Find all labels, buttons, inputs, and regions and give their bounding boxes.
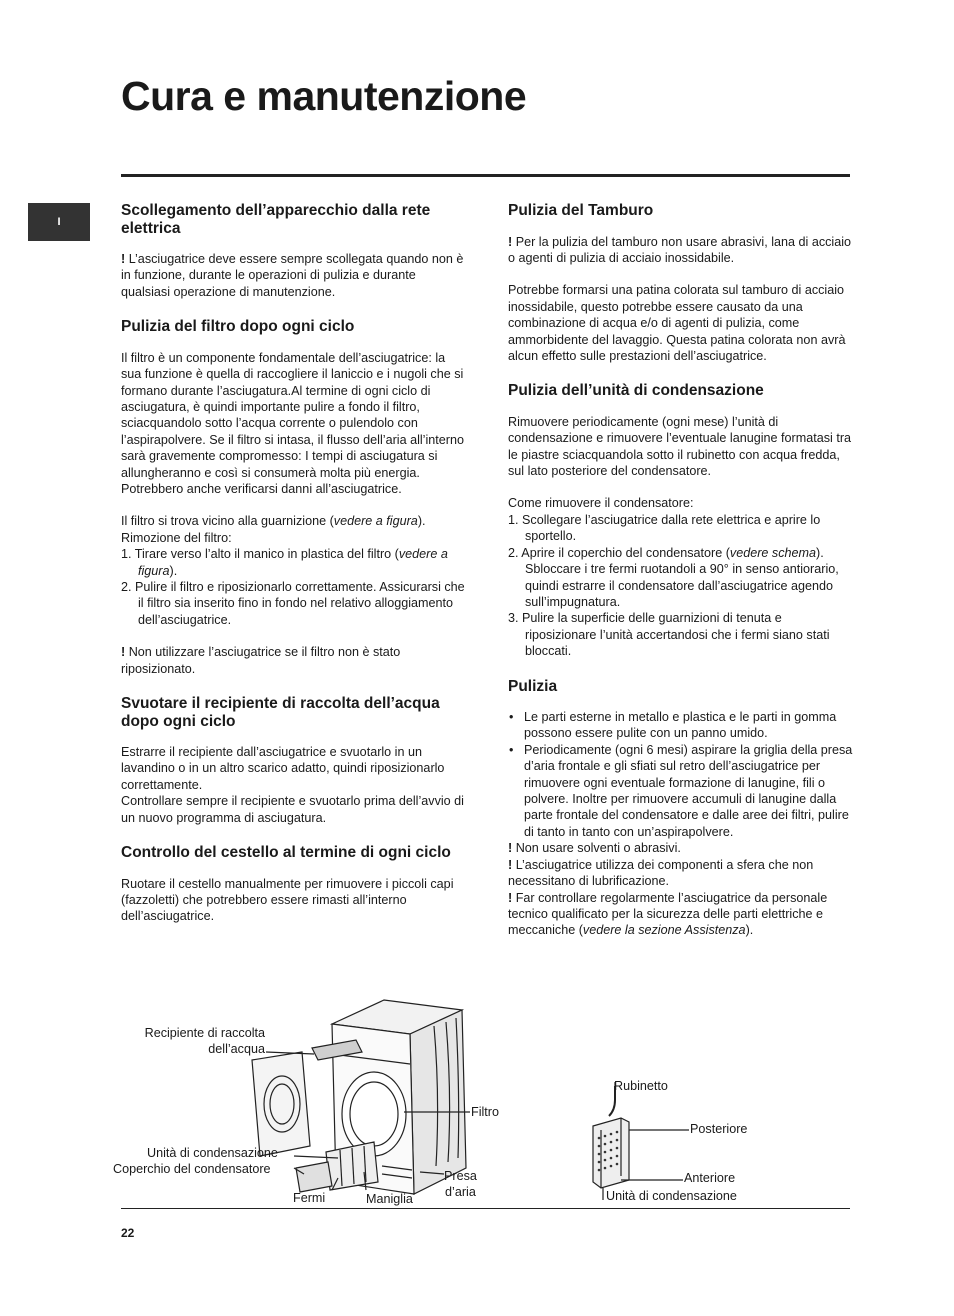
paragraph: Estrarre il recipiente dall’asciugatrice e svuotarlo in un lavandino o in un altro scarico adatto, quindi riposizionarlo correttamente. [121,745,445,792]
list-item: 1. Scollegare l’asciugatrice dalla rete elettrica e aprire lo sportello. [508,512,821,544]
reference: vedere schema [729,545,817,560]
section-heading: Svuotare il recipiente di raccolta dell’acqua dopo ogni ciclo [121,695,440,730]
text: ). [169,563,178,578]
label-line: dell’acqua [208,1042,265,1056]
list-item [508,545,853,611]
label-coperchio: Coperchio del condensatore [113,1162,271,1176]
language-tab [28,203,90,241]
bullet-item: • Periodicamente (ogni 6 mesi) aspirare la griglia della presa d’aria frontale e gli sfiati sul retro dell’asciugatrice per rimuovere ogni eventuale formazione di lanugine, fili o polvere. Inoltre per rimuovere accumuli di lanugine dalla parte frontale del condensatore e dalle aree dei filtri, pulire di tanto in tanto con un’aspirapolvere. [508,742,853,840]
steps-list [121,546,466,628]
section-heading: Scollegamento dell’apparecchio dalla rete elettrica [121,202,431,237]
label-line: Presa [444,1169,477,1183]
section-drum-check [121,844,466,925]
label-line: Recipiente di raccolta [144,1026,265,1040]
label-maniglia: Maniglia [366,1192,413,1206]
label-rubinetto: Rubinetto [614,1079,668,1093]
steps-list [508,512,853,660]
reference: vedere la sezione Assistenza [582,923,746,938]
text: 1. Tirare verso l’alto il manico in plastica del filtro ( [121,547,399,562]
list-item [121,546,466,579]
footer-divider [121,1208,850,1209]
page-title: Cura e manutenzione [121,73,527,119]
warning-mark: ! [508,857,513,872]
text: ). [417,514,426,529]
warning-text [508,857,853,890]
warning-body: L’asciugatrice deve essere sempre scollegata quando non è in funzione, durante le operazioni di pulizia e durante qualsiasi operazione di manutenzione. [121,252,464,299]
warning-text [121,251,466,300]
text: 2. Aprire il coperchio del condensatore ( [508,545,730,560]
page-number: 22 [121,1226,135,1240]
label-presa-aria [444,1168,477,1200]
paragraph: Rimuovere periodicamente (ogni mese) l’unità di condensazione e rimuovere l’eventuale lanugine formatasi tra le piastre sciacquandola sotto il rubinetto con acqua fredda, sul lato posteriore del condensatore. [508,414,852,479]
label-anteriore: Anteriore [684,1171,736,1185]
section-heading: Pulizia [508,677,558,695]
warning-text [508,234,853,267]
section-heading: Pulizia del filtro dopo ogni ciclo [121,318,355,336]
right-column [508,202,853,939]
paragraph: Il filtro è un componente fondamentale dell’asciugatrice: la sua funzione è quella di raccogliere il laniccio e i nugoli che si formano durante l’asciugatura.Al termine di ogni ciclo di asciugatura, è quindi importante pulire a fondo il filtro, sciacquandolo sotto l’acqua corrente o pulendolo con l’aspirapolvere. Se il filtro si intasa, il flusso dell’aria all’interno sarà gravemente compromesso: I tempi di asciugatura si allungheranno e così si consumerà molta più energia. Potrebbero anche verificarsi danni all’asciugatrice. [121,350,464,496]
section-filter [121,318,466,677]
reference: vedere a figura [138,547,448,578]
paragraph: Controllare sempre il recipiente e svuotarlo prima dell’avvio di un nuovo programma di asciugatura. [121,794,464,825]
warning-mark: ! [508,890,513,905]
warning-mark: ! [121,252,126,266]
left-column [121,202,466,925]
warning-body: Per la pulizia del tamburo non usare abrasivi, lana di acciaio o agenti di pulizia di acciaio inossidabile. [508,234,852,265]
text: ). Sbloccare i tre fermi ruotandoli a 90° in senso antiorario, quindi estrarre il condensatore dall’asciugatrice agendo sull’impugnatura. [525,545,839,609]
warning-body: L’asciugatrice utilizza dei componenti a sfera che non necessitano di lubrificazione. [508,857,814,889]
paragraph [121,513,466,529]
section-heading: Pulizia dell’unità di condensazione [508,382,764,400]
text: Il filtro si trova vicino alla guarnizione ( [121,514,334,529]
section-heading: Controllo del cestello al termine di ogni ciclo [121,844,451,862]
label-unita-condensazione-right: Unità di condensazione [606,1189,737,1203]
section-disconnect [121,202,466,300]
label-recipiente [127,1025,265,1057]
list-item: 2. Pulire il filtro e riposizionarlo correttamente. Assicurarsi che il filtro sia inserito fino in fondo nel relativo alloggiamento dell’asciugatrice. [121,580,465,627]
warning-body: Far controllare regolarmente l’asciugatrice da personale tecnico qualificato per la sicurezza delle parti elettriche e meccaniche ( [508,890,828,938]
warning-text [121,644,466,677]
paragraph: Potrebbe formarsi una patina colorata sul tamburo di acciaio inossidabile, questo potrebbe essere causato da una combinazione di acqua e/o di agenti di pulizia, come ammorbidente del lavaggio. Questa patina colorata non avrà alcun effetto sulle prestazioni dell’asciugatrice. [508,283,846,363]
section-drum-cleaning [508,202,853,364]
text: ). [745,923,754,938]
condenser-illustration [585,1082,695,1202]
paragraph: Rimozione del filtro: [121,530,232,545]
list-item: 3. Pulire la superficie delle guarnizioni di tenuta e riposizionare l’unità accertandosi che i fermi siano stati bloccati. [508,611,830,659]
title-divider [121,174,850,177]
warning-text [508,890,853,939]
reference: vedere a figura [333,514,418,529]
warning-body: Non usare solventi o abrasivi. [512,841,681,856]
warning-mark: ! [508,234,513,249]
language-tab-label: I [57,216,61,228]
section-heading: Pulizia del Tamburo [508,202,654,219]
label-fermi: Fermi [293,1191,326,1205]
section-water-container [121,695,466,826]
label-line: d’aria [445,1185,476,1199]
section-condenser [508,382,853,659]
label-filtro: Filtro [471,1105,499,1119]
warning-body: Non utilizzare l’asciugatrice se il filtro non è stato riposizionato. [121,645,401,676]
label-posteriore: Posteriore [690,1122,748,1136]
warning-mark: ! [121,645,126,660]
paragraph: Come rimuovere il condensatore: [508,496,694,511]
label-unita-condensazione: Unità di condensazione [147,1146,278,1160]
bullet-item: • Le parti esterne in metallo e plastica e le parti in gomma possono essere pulite con un panno umido. [508,709,853,742]
warning-text [508,840,853,856]
section-cleaning [508,678,853,939]
bullet-list [508,709,853,840]
paragraph: Ruotare il cestello manualmente per rimuovere i piccoli capi (fazzoletti) che potrebbero essere rimasti all’interno dell’asciugatrice. [121,876,454,924]
warning-mark: ! [508,841,513,856]
